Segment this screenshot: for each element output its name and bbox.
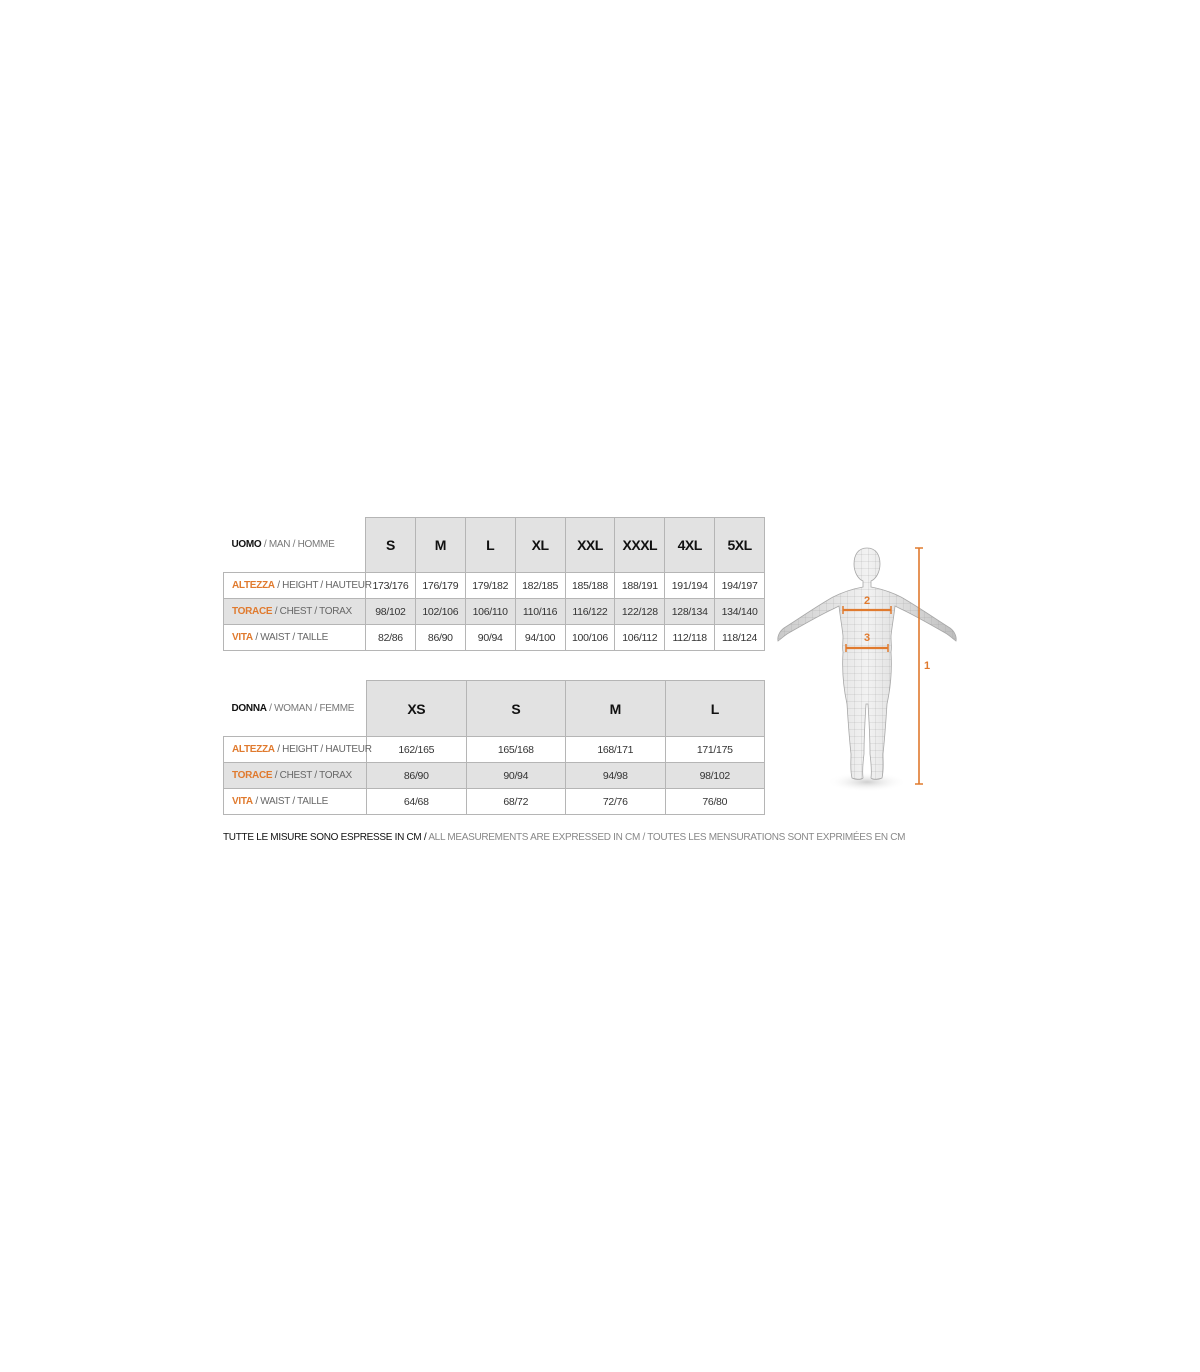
- table-cell: 118/124: [715, 625, 765, 651]
- size-header: L: [665, 681, 765, 737]
- table-cell: 179/182: [465, 573, 515, 599]
- table-cell: 100/106: [565, 625, 615, 651]
- table-cell: 122/128: [615, 599, 665, 625]
- table-cell: 162/165: [367, 737, 467, 763]
- table-row-height: [224, 737, 765, 763]
- table-row-chest: [224, 763, 765, 789]
- size-header: M: [566, 681, 666, 737]
- size-header: S: [466, 681, 566, 737]
- table-row-waist: [224, 625, 765, 651]
- table-cell: 86/90: [415, 625, 465, 651]
- row-label: VITA / WAIST / TAILLE: [224, 789, 367, 815]
- table-cell: 102/106: [415, 599, 465, 625]
- size-header: XXXL: [615, 518, 665, 573]
- row-label: TORACE / CHEST / TORAX: [224, 599, 366, 625]
- woman-table-title: DONNA / WOMAN / FEMME: [224, 681, 367, 737]
- table-cell: 64/68: [367, 789, 467, 815]
- size-header: 5XL: [715, 518, 765, 573]
- table-cell: 194/197: [715, 573, 765, 599]
- table-cell: 86/90: [367, 763, 467, 789]
- table-row-chest: [224, 599, 765, 625]
- table-cell: 188/191: [615, 573, 665, 599]
- man-table-title: UOMO / MAN / HOMME: [224, 518, 366, 573]
- table-cell: 116/122: [565, 599, 615, 625]
- table-cell: 94/98: [566, 763, 666, 789]
- table-cell: 171/175: [665, 737, 765, 763]
- size-header: S: [366, 518, 416, 573]
- size-header: M: [415, 518, 465, 573]
- size-header: XS: [367, 681, 467, 737]
- man-header-row: [224, 518, 765, 573]
- table-cell: 68/72: [466, 789, 566, 815]
- table-cell: 185/188: [565, 573, 615, 599]
- table-cell: 82/86: [366, 625, 416, 651]
- woman-header-row: [224, 681, 765, 737]
- body-measurement-figure: [770, 540, 970, 800]
- height-measure-line: [915, 548, 930, 784]
- table-cell: 173/176: [366, 573, 416, 599]
- table-cell: 98/102: [366, 599, 416, 625]
- size-header: 4XL: [665, 518, 715, 573]
- table-cell: 106/110: [465, 599, 515, 625]
- table-row-height: [224, 573, 765, 599]
- table-cell: 90/94: [465, 625, 515, 651]
- floor-shadow: [827, 772, 907, 792]
- measurements-footnote: TUTTE LE MISURE SONO ESPRESSE IN CM / ALL MEASUREMENTS ARE EXPRESSED IN CM / TOUTES LES MENSURATIONS SONT EXPRIMÉES EN CM: [223, 832, 906, 843]
- size-header: XL: [515, 518, 565, 573]
- height-marker-label: 1: [923, 660, 931, 672]
- table-cell: 98/102: [665, 763, 765, 789]
- table-cell: 191/194: [665, 573, 715, 599]
- row-label: TORACE / CHEST / TORAX: [224, 763, 367, 789]
- table-cell: 168/171: [566, 737, 666, 763]
- table-cell: 72/76: [566, 789, 666, 815]
- table-cell: 90/94: [466, 763, 566, 789]
- table-cell: 112/118: [665, 625, 715, 651]
- table-cell: 110/116: [515, 599, 565, 625]
- table-cell: 94/100: [515, 625, 565, 651]
- table-row-waist: [224, 789, 765, 815]
- table-cell: 106/112: [615, 625, 665, 651]
- table-cell: 165/168: [466, 737, 566, 763]
- size-header: XXL: [565, 518, 615, 573]
- table-cell: 128/134: [665, 599, 715, 625]
- table-cell: 176/179: [415, 573, 465, 599]
- row-label: VITA / WAIST / TAILLE: [224, 625, 366, 651]
- waist-marker-label: 3: [863, 632, 871, 644]
- row-label: ALTEZZA / HEIGHT / HAUTEUR: [224, 573, 366, 599]
- row-label: ALTEZZA / HEIGHT / HAUTEUR: [224, 737, 367, 763]
- table-cell: 182/185: [515, 573, 565, 599]
- chest-marker-label: 2: [863, 595, 871, 607]
- table-cell: 76/80: [665, 789, 765, 815]
- man-size-table: [223, 517, 765, 651]
- table-cell: 134/140: [715, 599, 765, 625]
- size-header: L: [465, 518, 515, 573]
- woman-size-table: [223, 680, 765, 815]
